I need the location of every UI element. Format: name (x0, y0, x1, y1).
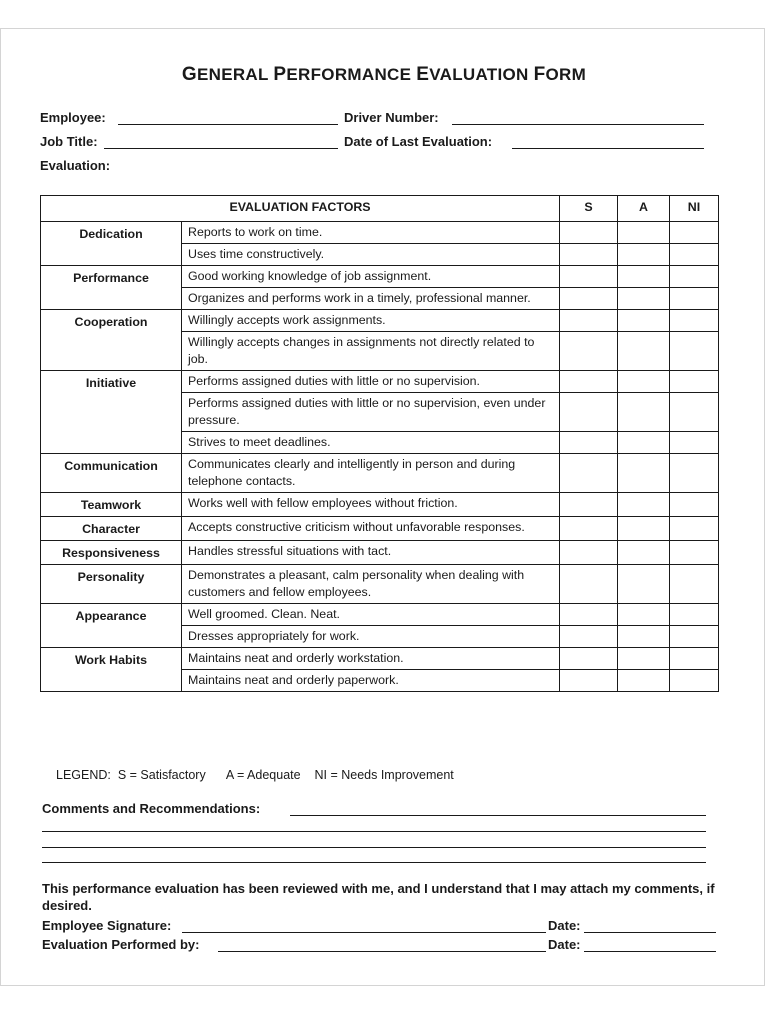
rating-cell-s[interactable] (560, 626, 618, 648)
rating-cell-ni[interactable] (670, 371, 719, 393)
comments-label: Comments and Recommendations: (42, 801, 261, 816)
evaluation-table (40, 195, 719, 692)
rating-cell-a[interactable] (618, 332, 670, 371)
review-statement: This performance evaluation has been reviewed with me, and I understand that I may attach my comments, if desired. (42, 881, 715, 913)
table-row (41, 648, 719, 670)
driver-number-label: Driver Number: (344, 110, 439, 125)
table-row (41, 541, 719, 565)
rating-cell-ni[interactable] (670, 626, 719, 648)
factor-description: Good working knowledge of job assignment. (182, 266, 560, 288)
date-label-2: Date: (548, 937, 581, 952)
rating-cell-a[interactable] (618, 541, 670, 565)
category-cell: Teamwork (41, 493, 182, 517)
rating-cell-ni[interactable] (670, 332, 719, 371)
date-field-2[interactable] (584, 951, 716, 952)
rating-cell-s[interactable] (560, 288, 618, 310)
category-cell: Dedication (41, 222, 182, 266)
rating-cell-ni[interactable] (670, 393, 719, 432)
category-cell: Work Habits (41, 648, 182, 692)
rating-cell-s[interactable] (560, 222, 618, 244)
date-last-eval-label: Date of Last Evaluation: (344, 134, 493, 149)
rating-cell-a[interactable] (618, 432, 670, 454)
category-cell: Appearance (41, 604, 182, 648)
header-evaluation-factors: EVALUATION FACTORS (41, 196, 560, 222)
rating-cell-a[interactable] (618, 604, 670, 626)
rating-cell-a[interactable] (618, 670, 670, 692)
table-row (41, 371, 719, 393)
rating-cell-ni[interactable] (670, 266, 719, 288)
header-s: S (560, 196, 618, 222)
job-title-field[interactable] (104, 148, 338, 149)
rating-cell-s[interactable] (560, 648, 618, 670)
table-row (41, 310, 719, 332)
rating-cell-ni[interactable] (670, 670, 719, 692)
rating-cell-a[interactable] (618, 626, 670, 648)
category-cell: Communication (41, 454, 182, 493)
table-row (41, 517, 719, 541)
factor-description: Handles stressful situations with tact. (182, 541, 560, 565)
category-cell: Initiative (41, 371, 182, 454)
header-a: A (618, 196, 670, 222)
date-last-eval-field[interactable] (512, 148, 704, 149)
table-header-row (41, 196, 719, 222)
rating-cell-s[interactable] (560, 332, 618, 371)
title-word-4: FORM (533, 64, 587, 85)
rating-cell-a[interactable] (618, 393, 670, 432)
factor-description: Accepts constructive criticism without unfavorable responses. (182, 517, 560, 541)
date-label-1: Date: (548, 918, 581, 933)
category-cell: Cooperation (41, 310, 182, 371)
factor-description: Organizes and performs work in a timely, professional manner. (182, 288, 560, 310)
factor-description: Communicates clearly and intelligently in person and during telephone contacts. (182, 454, 560, 493)
rating-cell-ni[interactable] (670, 454, 719, 493)
factor-description: Maintains neat and orderly workstation. (182, 648, 560, 670)
employee-signature-field[interactable] (182, 932, 546, 933)
factor-description: Uses time constructively. (182, 244, 560, 266)
comments-line-1[interactable] (290, 815, 706, 816)
employee-field[interactable] (118, 124, 338, 125)
rating-cell-a[interactable] (618, 288, 670, 310)
rating-cell-s[interactable] (560, 517, 618, 541)
rating-cell-ni[interactable] (670, 244, 719, 266)
rating-cell-ni[interactable] (670, 493, 719, 517)
rating-cell-ni[interactable] (670, 432, 719, 454)
rating-cell-s[interactable] (560, 454, 618, 493)
factor-description: Willingly accepts changes in assignments not directly related to job. (182, 332, 560, 371)
rating-cell-ni[interactable] (670, 648, 719, 670)
rating-cell-ni[interactable] (670, 565, 719, 604)
performed-by-field[interactable] (218, 951, 546, 952)
category-cell: Character (41, 517, 182, 541)
header-ni: NI (670, 196, 719, 222)
rating-cell-a[interactable] (618, 565, 670, 604)
rating-cell-s[interactable] (560, 244, 618, 266)
rating-cell-ni[interactable] (670, 310, 719, 332)
evaluation-label: Evaluation: (40, 158, 111, 173)
rating-cell-s[interactable] (560, 371, 618, 393)
rating-cell-ni[interactable] (670, 222, 719, 244)
table-row (41, 493, 719, 517)
factor-description: Dresses appropriately for work. (182, 626, 560, 648)
date-field-1[interactable] (584, 932, 716, 933)
job-title-label: Job Title: (40, 134, 98, 149)
rating-cell-a[interactable] (618, 244, 670, 266)
rating-cell-s[interactable] (560, 541, 618, 565)
factor-description: Reports to work on time. (182, 222, 560, 244)
rating-cell-s[interactable] (560, 310, 618, 332)
factor-description: Demonstrates a pleasant, calm personality when dealing with customers and fellow employees. (182, 565, 560, 604)
rating-cell-ni[interactable] (670, 604, 719, 626)
rating-cell-s[interactable] (560, 670, 618, 692)
rating-cell-s[interactable] (560, 432, 618, 454)
employee-signature-label: Employee Signature: (42, 918, 172, 933)
evaluation-table-body (41, 222, 719, 692)
comments-line-4[interactable] (42, 862, 706, 863)
factor-description: Well groomed. Clean. Neat. (182, 604, 560, 626)
rating-cell-ni[interactable] (670, 541, 719, 565)
employee-label: Employee: (40, 110, 106, 125)
factor-description: Willingly accepts work assignments. (182, 310, 560, 332)
rating-cell-a[interactable] (618, 454, 670, 493)
table-row (41, 222, 719, 244)
rating-cell-s[interactable] (560, 604, 618, 626)
title-word-3: EVALUATION (416, 64, 534, 85)
rating-cell-ni[interactable] (670, 288, 719, 310)
rating-cell-ni[interactable] (670, 517, 719, 541)
rating-cell-a[interactable] (618, 222, 670, 244)
rating-cell-s[interactable] (560, 393, 618, 432)
title-word-2: PERFORMANCE (273, 64, 417, 85)
factor-description: Performs assigned duties with little or no supervision, even under pressure. (182, 393, 560, 432)
form-title (0, 64, 768, 86)
table-row (41, 454, 719, 493)
rating-cell-s[interactable] (560, 565, 618, 604)
factor-description: Strives to meet deadlines. (182, 432, 560, 454)
category-cell: Personality (41, 565, 182, 604)
table-row (41, 266, 719, 288)
table-row (41, 604, 719, 626)
category-cell: Performance (41, 266, 182, 310)
factor-description: Maintains neat and orderly paperwork. (182, 670, 560, 692)
rating-cell-a[interactable] (618, 310, 670, 332)
rating-cell-a[interactable] (618, 266, 670, 288)
title-word-1: GENERAL (181, 64, 274, 85)
comments-line-2[interactable] (42, 831, 706, 832)
rating-cell-s[interactable] (560, 266, 618, 288)
rating-cell-a[interactable] (618, 493, 670, 517)
factor-description: Works well with fellow employees without friction. (182, 493, 560, 517)
legend: LEGEND: S = Satisfactory A = Adequate NI = Needs Improvement (56, 768, 454, 782)
category-cell: Responsiveness (41, 541, 182, 565)
comments-line-3[interactable] (42, 847, 706, 848)
rating-cell-a[interactable] (618, 371, 670, 393)
factor-description: Performs assigned duties with little or no supervision. (182, 371, 560, 393)
performed-by-label: Evaluation Performed by: (42, 937, 200, 952)
rating-cell-a[interactable] (618, 648, 670, 670)
rating-cell-s[interactable] (560, 493, 618, 517)
driver-number-field[interactable] (452, 124, 704, 125)
rating-cell-a[interactable] (618, 517, 670, 541)
table-row (41, 565, 719, 604)
